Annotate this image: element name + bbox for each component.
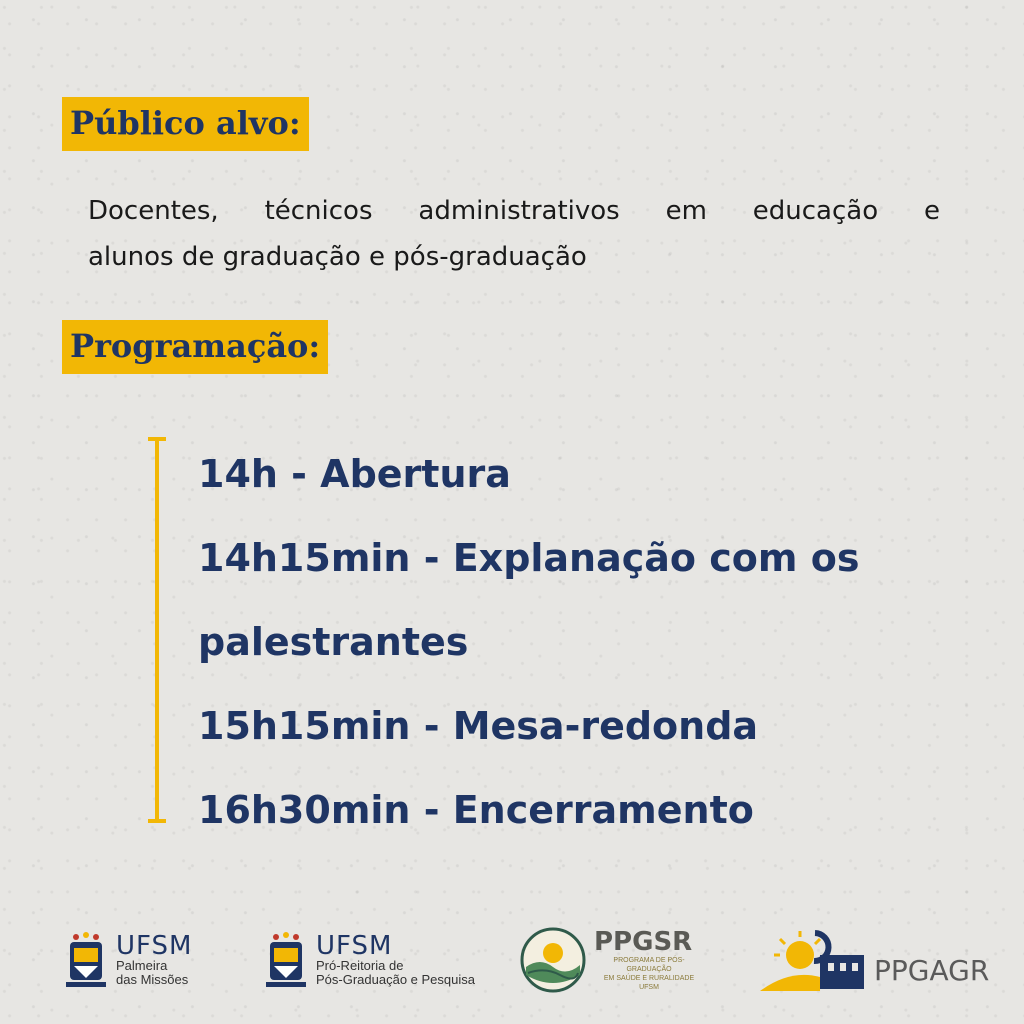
program-list <box>198 432 998 852</box>
audience-line-2: alunos de graduação e pós-graduação <box>88 242 587 272</box>
ufsm-prpgp-logo <box>264 920 475 1000</box>
program-item: 14h - Abertura <box>198 452 511 496</box>
ppgagr-title: PPGAGR <box>874 954 990 987</box>
ppgagr-emblem-icon <box>760 925 870 995</box>
ppgsr-title: PPGSR <box>594 927 693 957</box>
program-item: 15h15min - Mesa-redonda <box>198 704 759 748</box>
ufsm-subtitle-2: das Missões <box>116 972 189 987</box>
program-item: 14h15min - Explanação com os <box>198 536 860 580</box>
ppgagr-logo <box>760 920 989 1000</box>
ppgsr-emblem-icon <box>520 927 586 993</box>
audience-text <box>88 188 940 280</box>
ufsm-subtitle-1: Pró-Reitoria de <box>316 958 404 973</box>
ufsm-crest-icon <box>264 930 308 990</box>
program-item: palestrantes <box>198 620 469 664</box>
ufsm-crest-icon <box>64 930 108 990</box>
ppgsr-subtitle-1: PROGRAMA DE PÓS-GRADUAÇÃO <box>613 957 685 973</box>
footer-logos <box>0 920 1024 1000</box>
timeline-bracket <box>155 437 159 823</box>
ufsm-subtitle-2: Pós-Graduação e Pesquisa <box>316 972 475 987</box>
audience-line-1: Docentes, técnicos administrativos em educação e <box>88 196 940 226</box>
program-item: 16h30min - Encerramento <box>198 788 754 832</box>
audience-heading: Público alvo: <box>62 97 309 151</box>
ppgsr-subtitle-2: EM SAÚDE E RURALIDADE <box>603 975 695 982</box>
program-heading: Programação: <box>62 320 328 374</box>
ufsm-title: UFSM <box>316 931 393 961</box>
ppgsr-logo <box>520 920 704 1000</box>
ufsm-subtitle-1: Palmeira <box>116 958 168 973</box>
ufsm-palmeira-logo <box>64 920 192 1000</box>
ufsm-title: UFSM <box>116 931 193 961</box>
ppgsr-subtitle-3: UFSM <box>639 984 659 991</box>
